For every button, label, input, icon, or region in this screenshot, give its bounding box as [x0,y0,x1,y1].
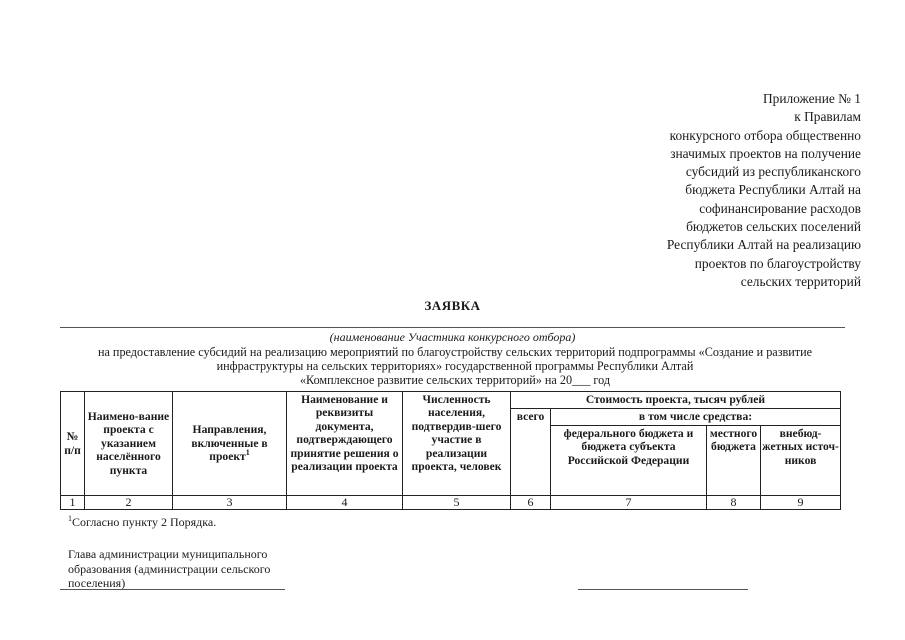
column-numbers-row [61,496,841,510]
annex-line: бюджета Республики Алтай на [685,182,861,198]
including-header: в том числе средства: [551,409,841,426]
column-number: 5 [403,496,511,510]
column-number: 2 [85,496,173,510]
annex-line: софинансирование расходов [699,200,861,216]
signature-underline [60,589,285,590]
annex-line: сельских территорий [740,273,861,289]
purpose-line-2: инфраструктуры на сельских территориях» государственной программы Республики Алтай [216,359,694,374]
annex-line: Приложение № 1 [762,91,861,106]
col-number-header: № п/п [61,392,85,496]
annex-line: значимых проектов на получение [670,145,861,161]
col-document-header: Наименование и реквизиты документа, подтверждающего принятие решения о реализации проекта [287,392,403,496]
annex-line: Республики Алтай на реализацию [666,237,861,253]
column-number: 9 [761,496,841,510]
column-number: 7 [551,496,707,510]
annex-line: к Правилам [794,109,861,125]
col-extrabudget-header: внебюд-жетных источ-ников [761,426,841,496]
footnote-ref: 1 [245,448,250,458]
purpose-line-3: «Комплексное развитие сельских территорий» на 20___ год [299,373,611,388]
col-project-name-header: Наимено-вание проекта с указанием населённого пункта [85,392,173,496]
col-local-header: местного бюджета [707,426,761,496]
signature-line-1: Глава администрации муниципального [68,547,268,561]
col-directions-label: Направления, включенные в проект [191,423,268,464]
document-title: ЗАЯВКА [424,298,481,313]
col-population-header: Численность населения, подтвердив-шего участие в реализации проекта, человек [403,392,511,496]
column-number: 1 [61,496,85,510]
footnote-sup: 1 [68,514,72,523]
annex-line: проектов по благоустройству [694,255,861,271]
participant-name-line [60,327,845,328]
footnote-text: Согласно пункту 2 Порядка. [72,515,217,529]
column-number: 6 [511,496,551,510]
cost-header: Стоимость проекта, тысяч рублей [511,392,841,409]
signature-line-3: поселения) [68,576,126,591]
signature-line-2: образования (администрации сельского [68,561,271,576]
annex-block [561,90,861,291]
col-directions-header [173,392,287,496]
purpose-line-1: на предоставление субсидий на реализацию мероприятий по благоустройству сельских территорий подпрограммы «Создание и развитие [97,345,813,359]
signature-field-line [578,589,748,590]
column-number: 3 [173,496,287,510]
col-federal-header: федерального бюджета и бюджета субъекта Российской Федерации [551,426,707,496]
footnote [68,515,216,530]
participant-caption: (наименование Участника конкурсного отбора) [329,330,576,344]
column-number: 4 [287,496,403,510]
annex-line: субсидий из республиканского [685,164,861,180]
annex-line: бюджетов сельских поселений [686,219,861,235]
application-table [60,391,841,510]
signature-block [68,547,270,591]
column-number: 8 [707,496,761,510]
purpose-text [60,345,850,388]
col-total-header: всего [511,409,551,496]
annex-line: конкурсного отбора общественно [669,127,861,143]
